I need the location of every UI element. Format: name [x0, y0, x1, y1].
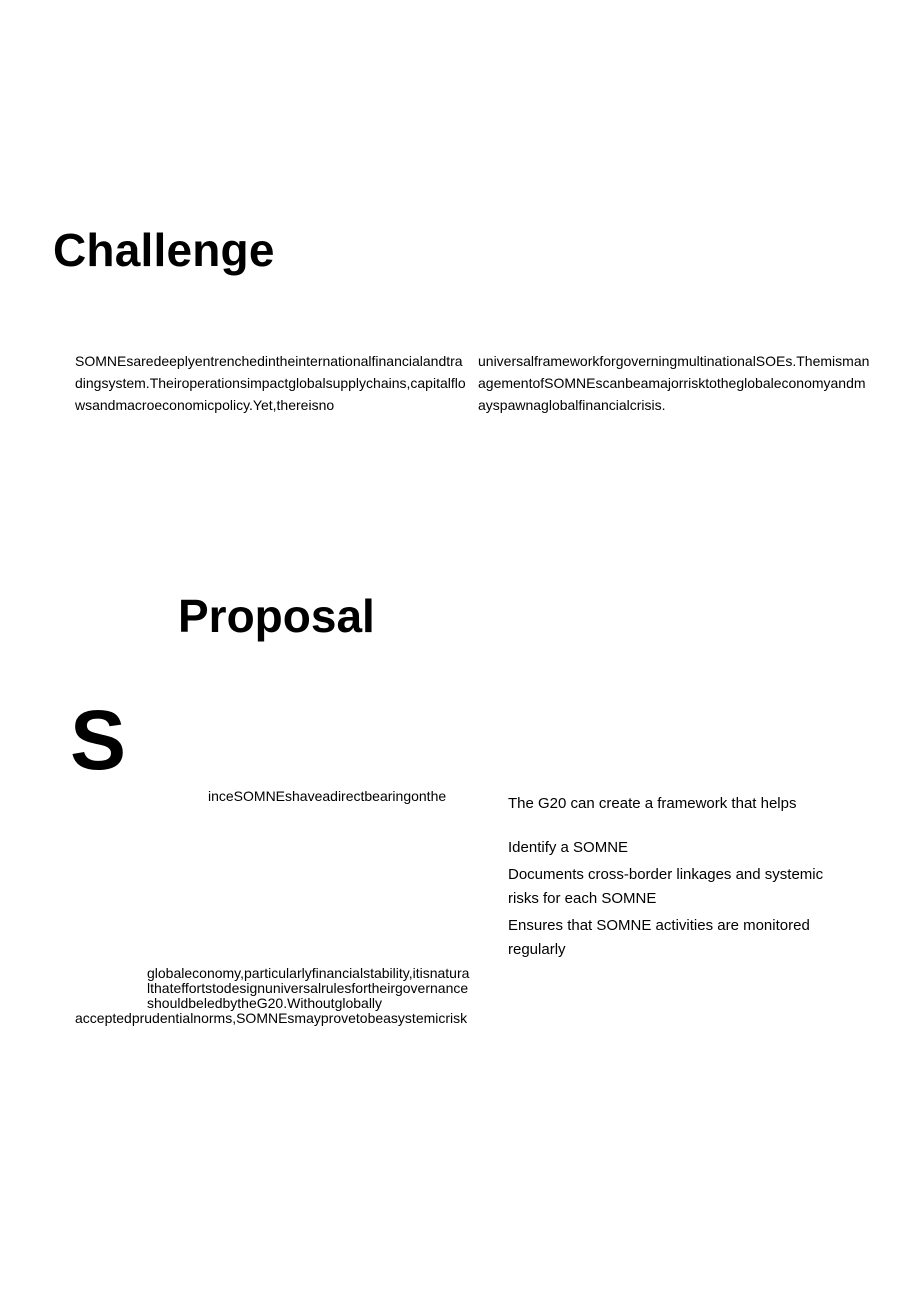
challenge-paragraph-right: universalframeworkforgoverningmultinationalSOEs.ThemismanagementofSOMNEscanbeamajorrisktotheglobaleconomyandmayspawnaglobalfinancialcrisis.	[478, 353, 870, 413]
drop-cap-letter: S	[70, 693, 127, 787]
continuation-line: acceptedprudentialnorms,SOMNEsmayprovetobeasystemicrisk	[75, 1010, 468, 1026]
challenge-paragraph-left: SOMNEsaredeeplyentrenchedintheinternationalfinancialandtradingsystem.Theiroperationsimpactglobalsupplychains,capitalflowsandmacroeconomicpolicy.Yet,thereisno	[75, 353, 466, 413]
challenge-heading: Challenge	[53, 224, 275, 276]
continuation-line: shouldbeledbytheG20.Withoutglobally	[147, 995, 383, 1011]
framework-lead-text: The G20 can create a framework that helps	[508, 795, 797, 812]
framework-list-item: Identify a SOMNE	[508, 839, 629, 856]
proposal-opening-text: inceSOMNEshaveadirectbearingonthe	[208, 788, 447, 804]
proposal-continuation	[75, 966, 469, 1026]
framework-list	[508, 836, 848, 965]
framework-list-item: Documents cross-border linkages and systemic risks for each SOMNE	[508, 866, 824, 907]
framework-list-item: Ensures that SOMNE activities are monitored regularly	[508, 917, 810, 958]
continuation-line: globaleconomy,particularlyfinancialstability,itisnatura	[147, 965, 470, 981]
continuation-line: lthateffortstodesignuniversalrulesfortheirgovernance	[147, 980, 469, 996]
proposal-heading: Proposal	[178, 590, 375, 642]
